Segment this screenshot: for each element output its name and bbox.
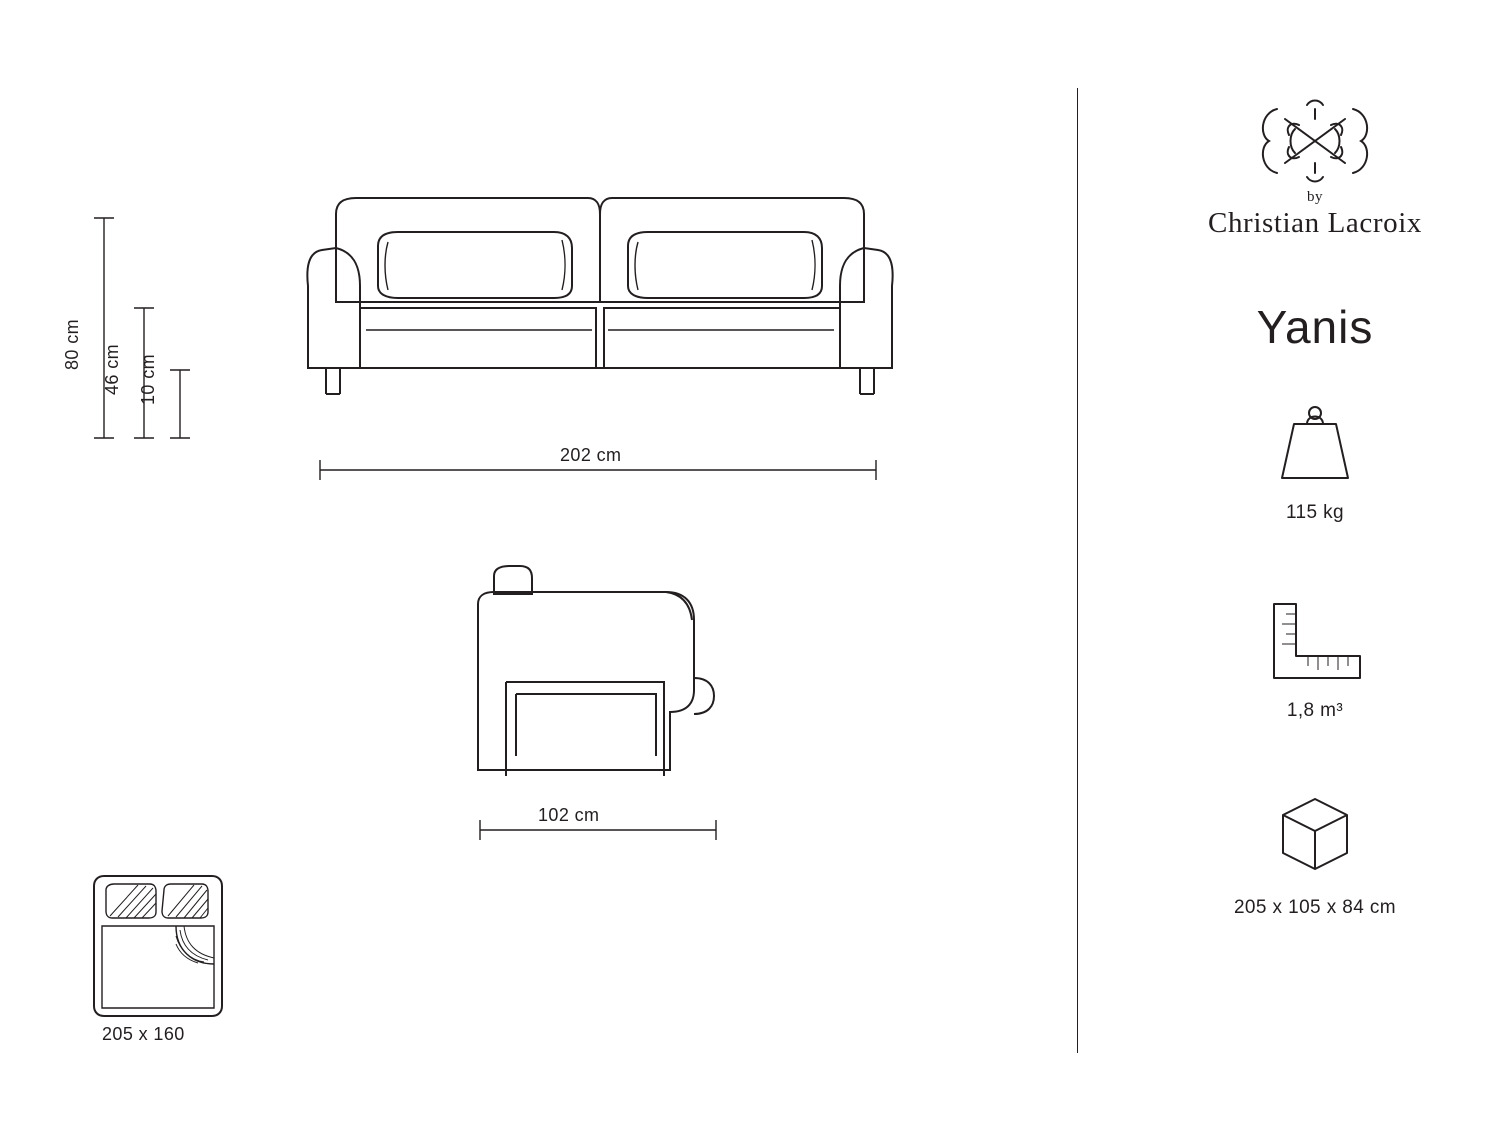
sofa-front-view [62,190,900,465]
dim-bed-size: 205 x 160 [102,1024,185,1044]
brand-monogram-icon [1150,95,1480,187]
spec-package [1150,785,1480,919]
dim-width: 202 cm [560,445,622,465]
spec-package-value: 205 x 105 x 84 cm [1233,897,1397,918]
brand-by-label: by [1307,189,1323,205]
dim-height-seat: 46 cm [102,343,122,395]
sofa-side-view-svg [460,560,740,810]
spec-volume [1150,588,1480,722]
bed-top-view-svg [88,872,238,1022]
sofa-side-view [460,560,740,825]
height-dimension-lines [80,200,210,460]
brand-name-label: Christian Lacroix [1208,207,1422,239]
dim-height-legs: 10 cm [138,353,158,405]
depth-dimension-line [478,810,738,850]
spec-weight-value: 115 kg [1285,502,1345,523]
product-title: Yanis [1256,301,1374,353]
volume-ruler-icon [1150,588,1480,684]
cxl-monogram-svg [1255,95,1375,187]
sofa-bed-top-view [88,872,238,1044]
sofa-front-view-svg [300,190,900,440]
package-box-icon [1150,785,1480,881]
dim-height-total: 80 cm [62,318,82,370]
weight-icon [1150,390,1480,486]
brand-block [1150,95,1480,240]
dim-depth: 102 cm [538,805,600,825]
spec-weight [1150,390,1480,524]
spec-volume-value: 1,8 m³ [1286,700,1344,721]
vertical-divider [1077,88,1078,1053]
